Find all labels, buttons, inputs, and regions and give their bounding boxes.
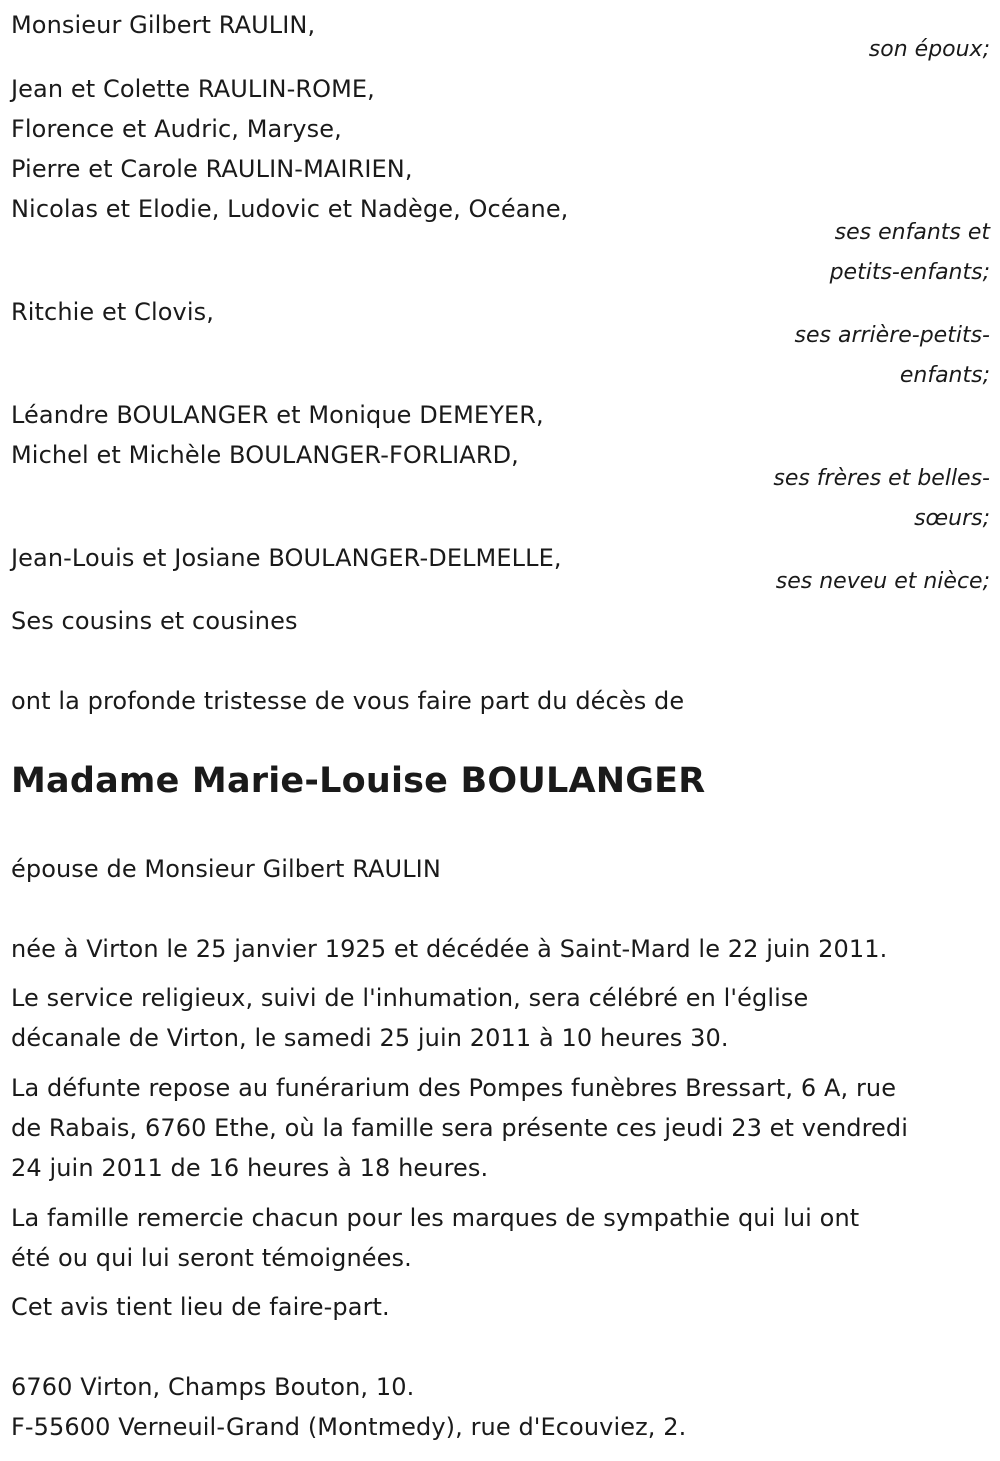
address-line-2: F-55600 Verneuil-Grand (Montmedy), rue d'Ecouviez, 2. [11,1413,687,1441]
spouse-line: Monsieur Gilbert RAULIN, [11,11,316,39]
service-line-2: décanale de Virton, le samedi 25 juin 2011 à 10 heures 30. [11,1024,729,1052]
deceased-name: Madame Marie-Louise BOULANGER [11,761,706,801]
children-relation-2: petits-enfants; [829,260,990,285]
children-line-1: Jean et Colette RAULIN-ROME, [11,75,375,103]
thanks-line-2: été ou qui lui seront témoignées. [11,1244,412,1272]
service-line-1: Le service religieux, suivi de l'inhumation, sera célébré en l'église [11,984,809,1012]
siblings-relation-1: ses frères et belles- [773,466,990,491]
repose-line-2: de Rabais, 6760 Ethe, où la famille sera présente ces jeudi 23 et vendredi [11,1114,908,1142]
address-line-1: 6760 Virton, Champs Bouton, 10. [11,1373,415,1401]
great-grandchildren-line: Ritchie et Clovis, [11,298,214,326]
cousins-line: Ses cousins et cousines [11,607,298,635]
nephew-niece-relation: ses neveu et nièce; [775,569,990,594]
announcement-text: ont la profonde tristesse de vous faire part du décès de [11,687,685,715]
siblings-line-2: Michel et Michèle BOULANGER-FORLIARD, [11,441,519,469]
siblings-relation-2: sœurs; [914,506,990,531]
repose-line-3: 24 juin 2011 de 16 heures à 18 heures. [11,1154,489,1182]
children-line-3: Pierre et Carole RAULIN-MAIRIEN, [11,155,413,183]
siblings-line-1: Léandre BOULANGER et Monique DEMEYER, [11,401,544,429]
children-relation-1: ses enfants et [834,220,990,245]
great-grandchildren-relation-1: ses arrière-petits- [794,323,990,348]
repose-line-1: La défunte repose au funérarium des Pompes funèbres Bressart, 6 A, rue [11,1074,897,1102]
spouse-of-text: épouse de Monsieur Gilbert RAULIN [11,855,441,883]
notice-text: Cet avis tient lieu de faire-part. [11,1293,390,1321]
great-grandchildren-relation-2: enfants; [899,363,990,388]
birth-death-text: née à Virton le 25 janvier 1925 et décédée à Saint-Mard le 22 juin 2011. [11,935,888,963]
children-line-4: Nicolas et Elodie, Ludovic et Nadège, Océane, [11,195,569,223]
nephew-niece-line: Jean-Louis et Josiane BOULANGER-DELMELLE, [11,544,562,572]
spouse-relation: son époux; [868,37,990,62]
children-line-2: Florence et Audric, Maryse, [11,115,342,143]
thanks-line-1: La famille remercie chacun pour les marques de sympathie qui lui ont [11,1204,860,1232]
